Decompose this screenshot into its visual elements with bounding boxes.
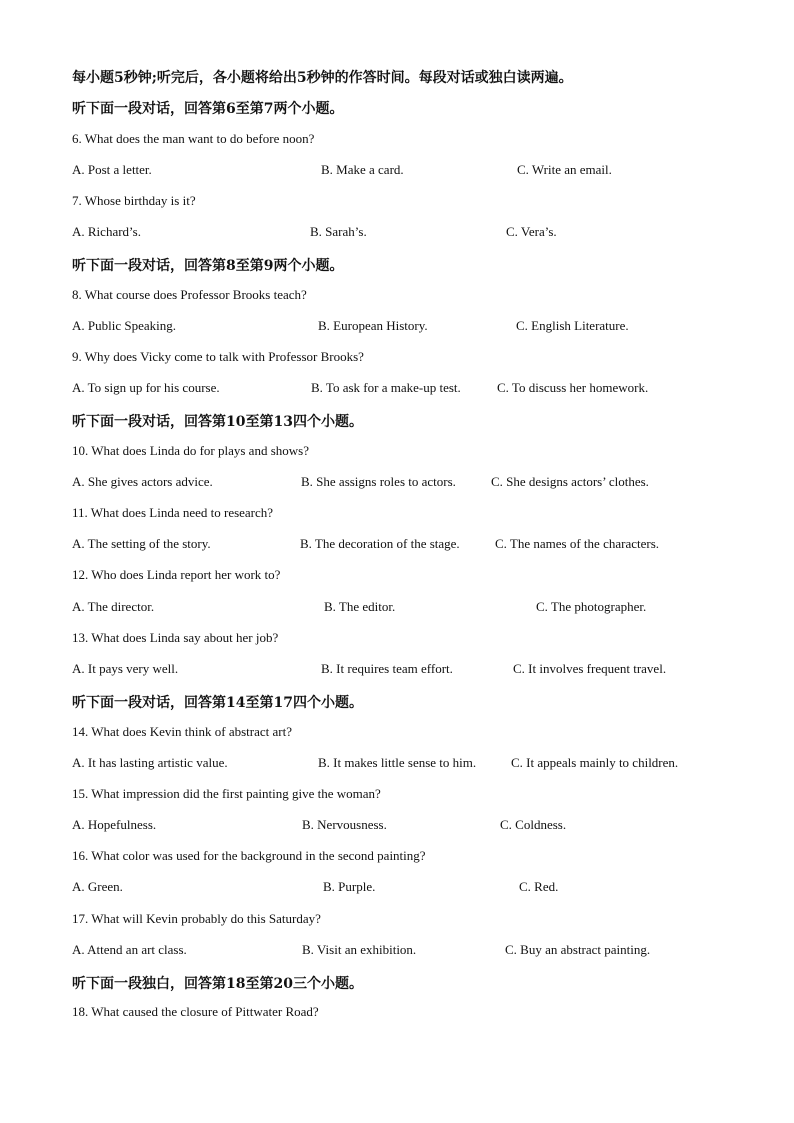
option-b: B. To ask for a make-up test. bbox=[311, 380, 461, 395]
option-c: C. The names of the characters. bbox=[495, 536, 659, 551]
option-c: C. Coldness. bbox=[500, 817, 567, 832]
section-heading: 听下面一段对话，回答第14至第17四个小题。 bbox=[72, 695, 363, 711]
question-text: 16. What color was used for the background in the second painting? bbox=[72, 848, 426, 863]
option-a: A. Post a letter. bbox=[72, 162, 152, 177]
question-text: 7. Whose birthday is it? bbox=[72, 193, 196, 208]
option-b: B. Sarah’s. bbox=[310, 224, 367, 239]
question-text: 15. What impression did the first painting give the woman? bbox=[72, 786, 381, 801]
option-c: C. Buy an abstract painting. bbox=[505, 942, 651, 957]
option-c: C. English Literature. bbox=[516, 318, 629, 333]
option-b: B. It makes little sense to him. bbox=[318, 755, 477, 770]
option-a: A. The setting of the story. bbox=[72, 536, 211, 551]
question-text: 12. Who does Linda report her work to? bbox=[72, 567, 281, 582]
option-a: A. It pays very well. bbox=[72, 661, 179, 676]
option-a: A. She gives actors advice. bbox=[72, 474, 213, 489]
question-text: 9. Why does Vicky come to talk with Professor Brooks? bbox=[72, 349, 364, 364]
option-b: B. Visit an exhibition. bbox=[302, 942, 417, 957]
option-c: C. The photographer. bbox=[536, 599, 647, 614]
option-b: B. The editor. bbox=[324, 599, 396, 614]
option-c: C. It involves frequent travel. bbox=[513, 661, 667, 676]
section-heading: 听下面一段对话，回答第8至第9两个小题。 bbox=[72, 258, 344, 274]
option-c: C. Vera’s. bbox=[506, 224, 557, 239]
question-text: 10. What does Linda do for plays and shows? bbox=[72, 443, 309, 458]
option-a: A. Hopefulness. bbox=[72, 817, 157, 832]
option-c: C. Write an email. bbox=[517, 162, 612, 177]
question-text: 13. What does Linda say about her job? bbox=[72, 630, 279, 645]
option-c: C. It appeals mainly to children. bbox=[511, 755, 679, 770]
question-text: 18. What caused the closure of Pittwater Road? bbox=[72, 1004, 319, 1019]
option-b: B. Nervousness. bbox=[302, 817, 387, 832]
option-a: A. It has lasting artistic value. bbox=[72, 755, 228, 770]
instructions-text: 每小题5秒钟;听完后，各小题将给出5秒钟的作答时间。每段对话或独白读两遍。 bbox=[72, 70, 573, 86]
section-heading: 听下面一段独白，回答第18至第20三个小题。 bbox=[72, 976, 363, 992]
option-c: C. To discuss her homework. bbox=[497, 380, 649, 395]
question-text: 6. What does the man want to do before noon? bbox=[72, 131, 315, 146]
option-a: A. Attend an art class. bbox=[72, 942, 187, 957]
option-b: B. Make a card. bbox=[321, 162, 404, 177]
option-b: B. It requires team effort. bbox=[321, 661, 453, 676]
option-c: C. Red. bbox=[519, 879, 559, 894]
option-a: A. Public Speaking. bbox=[72, 318, 176, 333]
question-text: 11. What does Linda need to research? bbox=[72, 505, 274, 520]
section-heading: 听下面一段对话，回答第6至第7两个小题。 bbox=[72, 101, 344, 117]
option-b: B. She assigns roles to actors. bbox=[301, 474, 456, 489]
option-c: C. She designs actors’ clothes. bbox=[491, 474, 649, 489]
option-b: B. European History. bbox=[318, 318, 428, 333]
option-a: A. The director. bbox=[72, 599, 155, 614]
option-a: A. To sign up for his course. bbox=[72, 380, 220, 395]
question-text: 14. What does Kevin think of abstract art? bbox=[72, 724, 292, 739]
option-b: B. The decoration of the stage. bbox=[300, 536, 460, 551]
question-text: 17. What will Kevin probably do this Saturday? bbox=[72, 911, 321, 926]
option-a: A. Richard’s. bbox=[72, 224, 141, 239]
option-a: A. Green. bbox=[72, 879, 123, 894]
section-heading: 听下面一段对话，回答第10至第13四个小题。 bbox=[72, 414, 363, 430]
question-text: 8. What course does Professor Brooks teach? bbox=[72, 287, 307, 302]
option-b: B. Purple. bbox=[323, 879, 376, 894]
